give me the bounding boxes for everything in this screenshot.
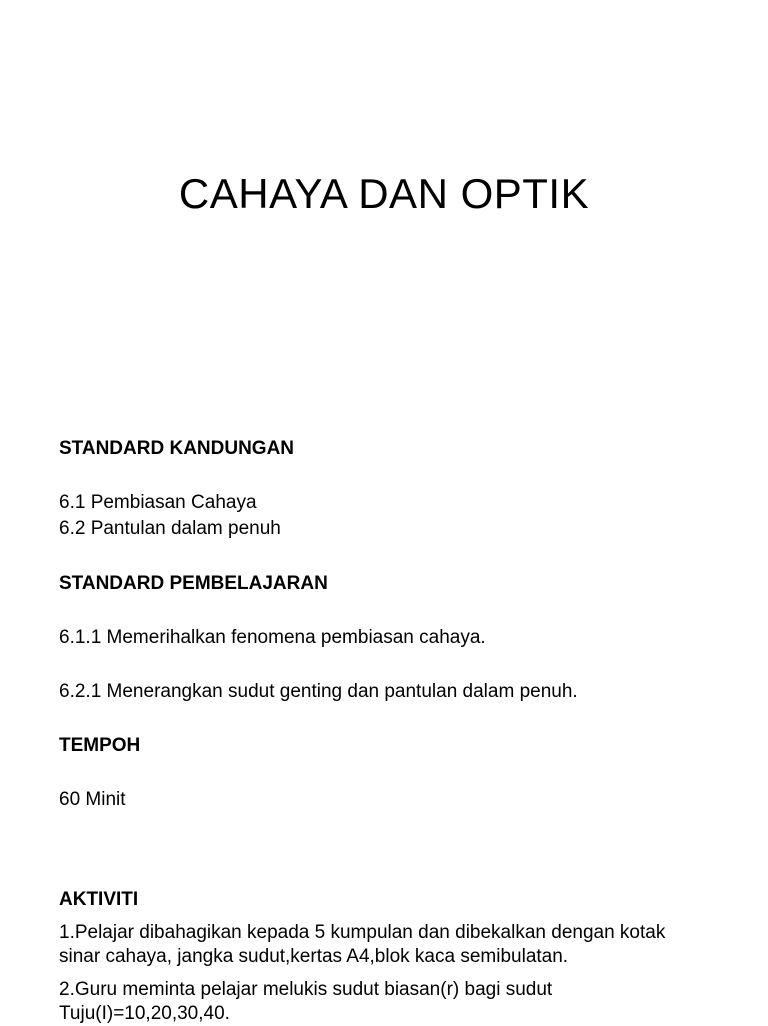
- standard-pembelajaran-heading: STANDARD PEMBELAJARAN: [59, 573, 328, 594]
- standard-kandungan-heading: STANDARD KANDUNGAN: [59, 438, 295, 459]
- aktiviti-heading: AKTIVITI: [59, 889, 139, 910]
- standard-kandungan-item-1: 6.1 Pembiasan Cahaya: [59, 492, 257, 513]
- aktiviti-item-2-line-2: Tuju(I)=10,20,30,40.: [59, 1003, 230, 1024]
- aktiviti-item-2-line-1: 2.Guru meminta pelajar melukis sudut biasan(r) bagi sudut: [59, 979, 553, 1000]
- tempoh-value: 60 Minit: [59, 789, 126, 810]
- standard-pembelajaran-item-1: 6.1.1 Memerihalkan fenomena pembiasan cahaya.: [59, 627, 486, 648]
- standard-kandungan-item-2: 6.2 Pantulan dalam penuh: [59, 518, 281, 539]
- tempoh-heading: TEMPOH: [59, 735, 141, 756]
- standard-pembelajaran-item-2: 6.2.1 Menerangkan sudut genting dan pantulan dalam penuh.: [59, 681, 578, 702]
- aktiviti-item-1-line-1: 1.Pelajar dibahagikan kepada 5 kumpulan dan dibekalkan dengan kotak: [59, 922, 666, 943]
- page-title: CAHAYA DAN OPTIK: [178, 170, 590, 217]
- aktiviti-item-1-line-2: sinar cahaya, jangka sudut,kertas A4,blok kaca semibulatan.: [59, 946, 569, 967]
